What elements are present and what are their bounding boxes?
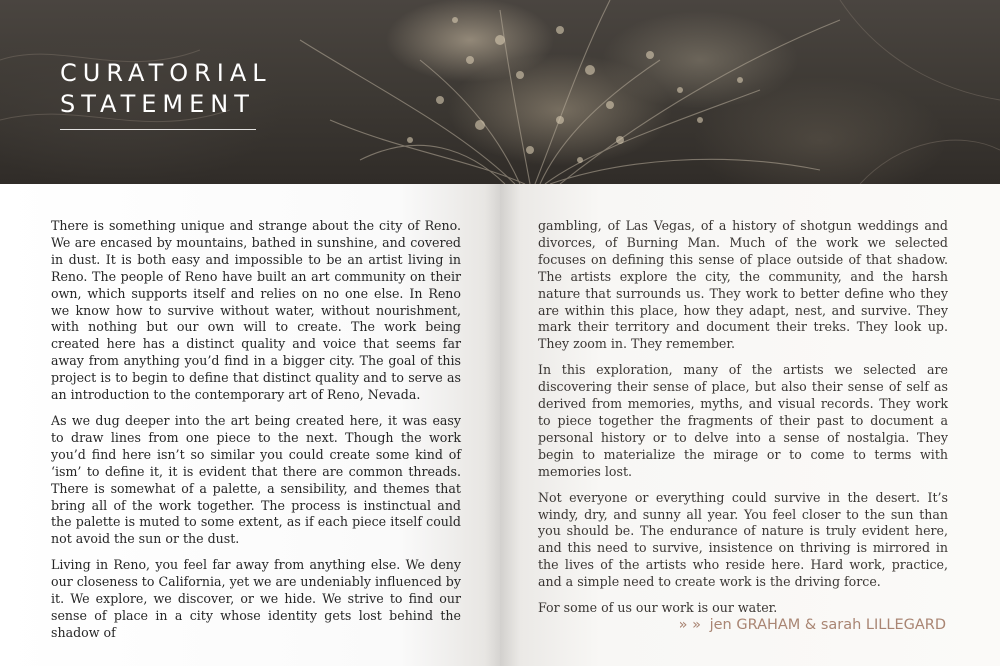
paragraph: There is something unique and strange about the city of Reno. We are encased by mountains, bathed in sunshine, and covered in dust. It is both easy and impossible to be an artist living in Reno. The people of Reno have built an art community on their own, which supports itself and relies on no one else. In Reno we know how to survive without water, without nourishment, with nothing but our own will to create. The work being created here has a distinct quality and voice that seems far away from anything you’d find in a bigger city. The goal of this project is to begin to define that distinct quality and to serve as an introduction to the contemporary art of Reno, Nevada. — [51, 218, 461, 403]
paragraph: As we dug deeper into the art being created here, it was easy to draw lines from one piece to the next. Though the work you’d find here isn’t so similar you could create some kind of ‘ism’ to define it, it is evident that there are common threads. There is somewhat of a palette, a sensibility, and themes that bring all of the work together. The process is instinctual and the palette is muted to some extent, as if each piece itself could not avoid the sun or the dust. — [51, 412, 461, 547]
paragraph: Living in Reno, you feel far away from anything else. We deny our closeness to California, yet we are undeniably influenced by it. We explore, we discover, or we hide. We strive to find our sense of place in a city whose identity gets lost behind the shadow of — [51, 557, 461, 640]
title-line-2: STATEMENT — [60, 90, 255, 118]
header-banner-photo — [0, 0, 1000, 184]
page-title — [60, 58, 272, 120]
right-text-column — [538, 218, 948, 626]
paragraph: In this exploration, many of the artists we selected are discovering their sense of place, but also their sense of self as derived from memories, myths, and visual records. They work to piece together the fragments of their past to document a personal history or to delve into a sense of nostalgia. They begin to materialize the mirage or to come to terms with memories lost. — [538, 362, 948, 479]
author-names: jen GRAHAM & sarah LILLEGARD — [709, 617, 946, 633]
author-signature — [660, 617, 946, 633]
title-line-1: CURATORIAL — [60, 59, 272, 87]
left-text-column — [51, 218, 461, 651]
paragraph: gambling, of Las Vegas, of a history of shotgun weddings and divorces, of Burning Man. Much of the work we selected focuses on defining this sense of place outside of that shadow. The artists explore the city, the community, and the harsh nature that surrounds us. They work to better define who they are within this place, how they adapt, nest, and survive. They mark their territory and document their treks. They look up. They zoom in. They remember. — [538, 218, 948, 352]
title-underline — [60, 129, 256, 130]
paragraph: For some of us our work is our water. — [538, 600, 778, 616]
paragraph: Not everyone or everything could survive in the desert. It’s windy, dry, and sunny all year. You feel closer to the sun than you should be. The endurance of nature is truly evident here, and this need to survive, insistence on thriving is mirrored in the lives of the artists who reside here. Hard work, practice, and a simple need to create work is the driving force. — [538, 489, 948, 590]
double-chevron-icon: » » — [678, 617, 701, 633]
